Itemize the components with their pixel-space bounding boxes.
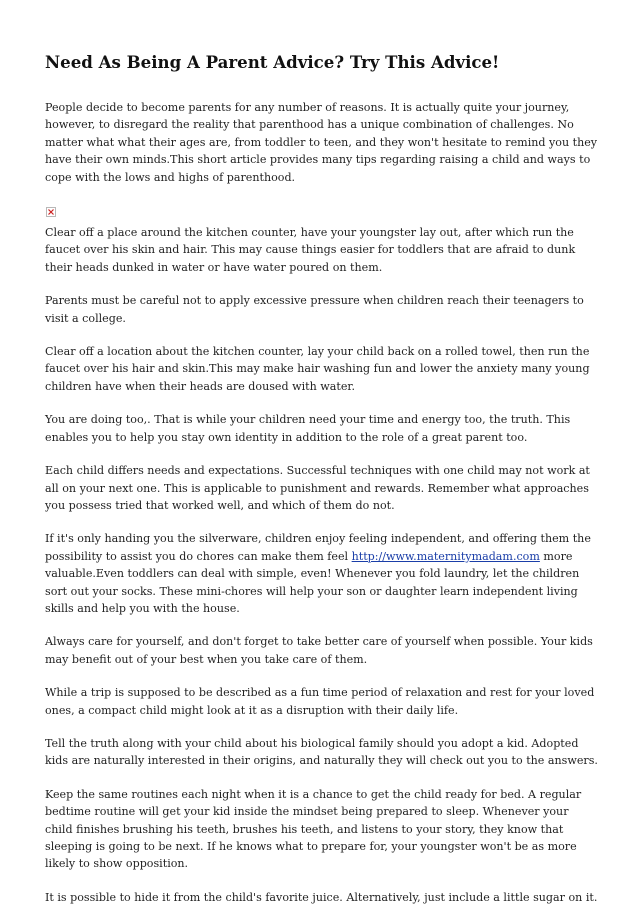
maternity-madam-link[interactable]: http://www.maternitymadam.com [351, 549, 540, 563]
paragraph-intro: People decide to become parents for any number of reasons. It is actually quite your journey, however, to disregard the reality that parenthood has a unique combination of challenges. No matter what what their ages are, from toddler to teen, and they won't hesitate to remind you they have their own minds.This short article provides many tips regarding raising a child and ways to cope with the lows and highs of parenthood. [45, 101, 598, 184]
chores-text-before: If it's only handing you the silverware, children enjoy feeling independent, and offering them the possibility to assist you do chores can make them feel [45, 532, 591, 563]
paragraph-bedtime-routine: Keep the same routines each night when it is a chance to get the child ready for bed. A regular bedtime routine will get your kid inside the mindset being prepared to sleep. Whenever your child finishes brushing his teeth, brushes his teeth, and listens to your story, they know that sleeping is going to be next. If he knows what to prepare for, your youngster won't be as more likely to show opposition. [45, 787, 582, 871]
paragraph-hair-washing: Clear off a location about the kitchen counter, lay your child back on a rolled towel, then run the faucet over his hair and skin.This may make hair washing fun and lower the anxiety many young children have when their heads are doused with water. [45, 345, 590, 393]
paragraph-self-care: Always care for yourself, and don't forget to take better care of yourself when possible. Your kids may benefit out of your best when you take care of them. [45, 635, 593, 666]
paragraph-trip: While a trip is supposed to be described as a fun time period of relaxation and rest for your loved ones, a compact child might look at it as a disruption with their daily life. [45, 686, 595, 717]
image-placeholder [45, 204, 598, 224]
article-title: Need As Being A Parent Advice? Try This Advice! [45, 52, 500, 72]
paragraph-chores [45, 530, 598, 617]
paragraph-adoption: Tell the truth along with your child about his biological family should you adopt a kid. Adopted kids are naturally interested in their origins, and naturally they will check out you to the answers. [45, 736, 598, 768]
paragraph-own-identity: You are doing too,. That is while your children need your time and energy too, the truth. This enables you to help you stay own identity in addition to the role of a great parent too. [45, 413, 571, 444]
paragraph-kitchen-counter: Clear off a place around the kitchen counter, have your youngster lay out, after which run the faucet over his skin and hair. This may cause things easier for toddlers that are afraid to dunk their heads dunked in water or have water poured on them. [45, 226, 576, 274]
broken-image-icon [46, 207, 56, 217]
paragraph-each-child: Each child differs needs and expectations. Successful techniques with one child may not work at all on your next one. This is applicable to punishment and rewards. Remember what approaches you possess tried that worked well, and which of them do not. [45, 464, 590, 512]
document-page [45, 50, 598, 906]
paragraph-college-pressure: Parents must be careful not to apply excessive pressure when children reach their teenagers to visit a college. [45, 294, 584, 325]
chores-text-after: more valuable.Even toddlers can deal with simple, even! Whenever you fold laundry, let the children sort out your socks. These mini-chores will help your son or daughter learn independent living skills and help you with the house. [45, 549, 580, 615]
paragraph-juice: It is possible to hide it from the child's favorite juice. Alternatively, just include a little sugar on it. [45, 890, 598, 904]
